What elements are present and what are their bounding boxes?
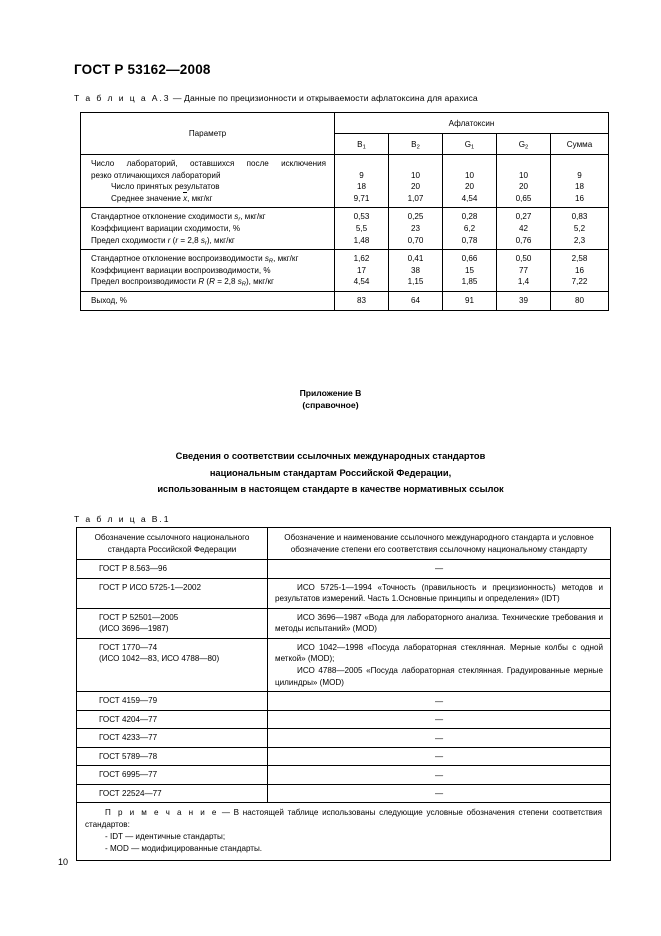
- table-row: [81, 208, 609, 250]
- table-cell: 0,66 15 1,85: [443, 250, 497, 292]
- table-a3-col-g2: $G_2$: [497, 134, 551, 155]
- table-cell: 9 18 9,71: [335, 155, 389, 208]
- param-lab-count-cont: резко отличающихся лабораторий: [91, 170, 221, 180]
- table-b1-code: ГОСТ 4204—77: [77, 710, 268, 729]
- table-b1-code-line2: (ИСО 3696—1987): [99, 624, 169, 634]
- param-lab-count: Число лабораторий, оставшихся после исключения: [91, 159, 326, 168]
- table-b1-note-row: [77, 803, 611, 861]
- table-a3-group2-params: [81, 208, 335, 250]
- table-b1-desc-text: ИСО 1042—1998 «Посуда лабораторная стеклянная. Мерные колбы с одной меткой» (MOD);: [275, 642, 603, 664]
- table-b1-desc-text: ИСО 5725-1—1994 «Точность (правильность и прецизионность) методов и результатов измерений. Часть 1.Основные принципы и определения» (IDT): [275, 582, 603, 604]
- table-cell: 10 20 4,54: [443, 155, 497, 208]
- table-b1-desc: —: [268, 560, 611, 579]
- table-row: [77, 784, 611, 803]
- param-limit-R: Предел воспроизводимости R (R = 2,8 $s_R$), мкг/кг: [91, 277, 274, 288]
- table-a3-header-param: Параметр: [81, 113, 335, 155]
- table-b1-desc: —: [268, 766, 611, 785]
- table-a3-col-sum: Сумма: [551, 134, 609, 155]
- table-cell: 0,50 77 1,4: [497, 250, 551, 292]
- table-b1-header-row: [77, 528, 611, 560]
- table-row: [77, 747, 611, 766]
- table-b1-code: ГОСТ 4159—79: [77, 692, 268, 711]
- table-a3-group3-params: [81, 250, 335, 292]
- param-sR: Стандартное отклонение воспроизводимости $s_R$, мкг/кг: [91, 254, 299, 265]
- table-cell: 0,83 5,2 2,3: [551, 208, 609, 250]
- table-b1-desc: —: [268, 710, 611, 729]
- table-a3-final-param: Выход, %: [81, 291, 335, 310]
- table-row: [77, 608, 611, 638]
- table-a3-header-row-1: [81, 113, 609, 134]
- table-b1-desc-text: ИСО 3696—1987 «Вода для лабораторного анализа. Технические требования и методы испытаний» (MOD): [275, 612, 603, 634]
- table-row: [81, 155, 609, 208]
- table-a3-caption-prefix: Т а б л и ц а А.3: [74, 93, 171, 103]
- param-cv-R: Коэффициент вариации воспроизводимости, %: [91, 265, 271, 275]
- table-cell: 0,28 6,2 0,78: [443, 208, 497, 250]
- table-b1-header-col2: Обозначение и наименование ссылочного международного стандарта и условное обозначение степени его соответствия ссылочному национальному стандарту: [268, 528, 611, 560]
- document-header: ГОСТ Р 53162—2008: [74, 62, 211, 77]
- table-b1-note-item-idt: - IDT — идентичные стандарты;: [105, 832, 226, 842]
- table-a3: [80, 112, 609, 311]
- param-limit-r: Предел сходимости r (r = 2,8 $s_r$), мкг/кг: [91, 235, 235, 247]
- table-a3-group1-params: [81, 155, 335, 208]
- table-b1-note-lead: [85, 807, 602, 831]
- table-cell: 0,27 42 0,76: [497, 208, 551, 250]
- table-a3-caption: [74, 93, 478, 103]
- param-mean-value: Среднее значение x, мкг/кг: [111, 193, 213, 203]
- table-b1-desc: [268, 578, 611, 608]
- table-b1-caption-prefix: Т а б л и ц а В.1: [74, 514, 171, 524]
- table-b1-caption: [74, 514, 170, 524]
- table-b1-code: [77, 608, 268, 638]
- param-sr: Стандартное отклонение сходимости $s_r$, мкг/кг: [91, 212, 266, 223]
- table-b1-desc-text2: ИСО 4788—2005 «Посуда лабораторная стеклянная. Градуированные мерные цилиндры» (MOD): [275, 666, 603, 687]
- appendix-title-line3: использованным в настоящем стандарте в качестве нормативных ссылок: [157, 484, 504, 494]
- table-b1-code: ГОСТ 22524—77: [77, 784, 268, 803]
- table-row: [77, 692, 611, 711]
- table-cell: 39: [497, 291, 551, 310]
- table-a3-header-group: Афлатоксин: [335, 113, 609, 134]
- table-b1-note-item-mod: - MOD — модифицированные стандарты.: [105, 844, 263, 854]
- table-b1-code: ГОСТ 5789—78: [77, 747, 268, 766]
- table-row: [77, 638, 611, 691]
- table-row: [77, 560, 611, 579]
- table-a3-caption-text: — Данные по прецизионности и открываемости афлатоксина для арахиса: [170, 93, 478, 103]
- table-cell: 0,41 38 1,15: [389, 250, 443, 292]
- page-number: 10: [58, 857, 69, 867]
- table-b1-code-line1: ГОСТ Р 52501—2005: [99, 612, 179, 622]
- param-cv-r: Коэффициент вариации сходимости, %: [91, 223, 241, 233]
- appendix-title-line2: национальным стандартам Российской Федерации,: [209, 467, 452, 478]
- table-cell: 1,62 17 4,54: [335, 250, 389, 292]
- table-row: [77, 729, 611, 748]
- table-b1-code: ГОСТ Р 8.563—96: [77, 560, 268, 579]
- table-cell: 64: [389, 291, 443, 310]
- table-b1: [76, 527, 611, 861]
- appendix-name: Приложение В: [299, 388, 362, 398]
- table-b1-note-label: П р и м е ч а н и е: [105, 808, 219, 818]
- table-cell: 10 20 1,07: [389, 155, 443, 208]
- table-a3-col-g1: $G_1$: [443, 134, 497, 155]
- table-cell: 83: [335, 291, 389, 310]
- table-b1-desc: —: [268, 784, 611, 803]
- table-cell: 2,58 16 7,22: [551, 250, 609, 292]
- table-row: [81, 250, 609, 292]
- table-b1-code: [77, 638, 268, 691]
- table-b1-desc: —: [268, 692, 611, 711]
- table-b1-note: [77, 803, 611, 861]
- table-row: [77, 578, 611, 608]
- table-a3-col-b1: $B_1$: [335, 134, 389, 155]
- appendix-title-line1: Сведения о соответствии ссылочных международных стандартов: [175, 451, 486, 461]
- table-cell: 0,25 23 0,70: [389, 208, 443, 250]
- table-cell: 9 18 16: [551, 155, 609, 208]
- table-row: [81, 291, 609, 310]
- table-cell: 0,53 5,5 1,48: [335, 208, 389, 250]
- table-cell: 91: [443, 291, 497, 310]
- table-b1-code: ГОСТ 4233—77: [77, 729, 268, 748]
- table-b1-desc: —: [268, 747, 611, 766]
- table-b1-note-text: — В настоящей таблице использованы следующие условные обозначения степени соответствия стандартов:: [85, 808, 602, 830]
- appendix-kind: (справочное): [302, 400, 359, 410]
- table-b1-code: ГОСТ Р ИСО 5725-1—2002: [77, 578, 268, 608]
- table-a3-col-b2: $B_2$: [389, 134, 443, 155]
- table-b1-code-line2: (ИСО 1042—83, ИСО 4788—80): [99, 654, 220, 664]
- table-row: [77, 710, 611, 729]
- table-b1-desc: —: [268, 729, 611, 748]
- appendix-title: [0, 448, 661, 498]
- table-cell: 80: [551, 291, 609, 310]
- param-results-count: Число принятых результатов: [111, 182, 220, 192]
- table-b1-code: ГОСТ 6995—77: [77, 766, 268, 785]
- table-cell: 10 20 0,65: [497, 155, 551, 208]
- table-b1-header-col1: Обозначение ссылочного национального стандарта Российской Федерации: [77, 528, 268, 560]
- table-b1-code-line1: ГОСТ 1770—74: [99, 642, 158, 652]
- table-b1-desc: [268, 608, 611, 638]
- table-b1-desc: [268, 638, 611, 691]
- table-row: [77, 766, 611, 785]
